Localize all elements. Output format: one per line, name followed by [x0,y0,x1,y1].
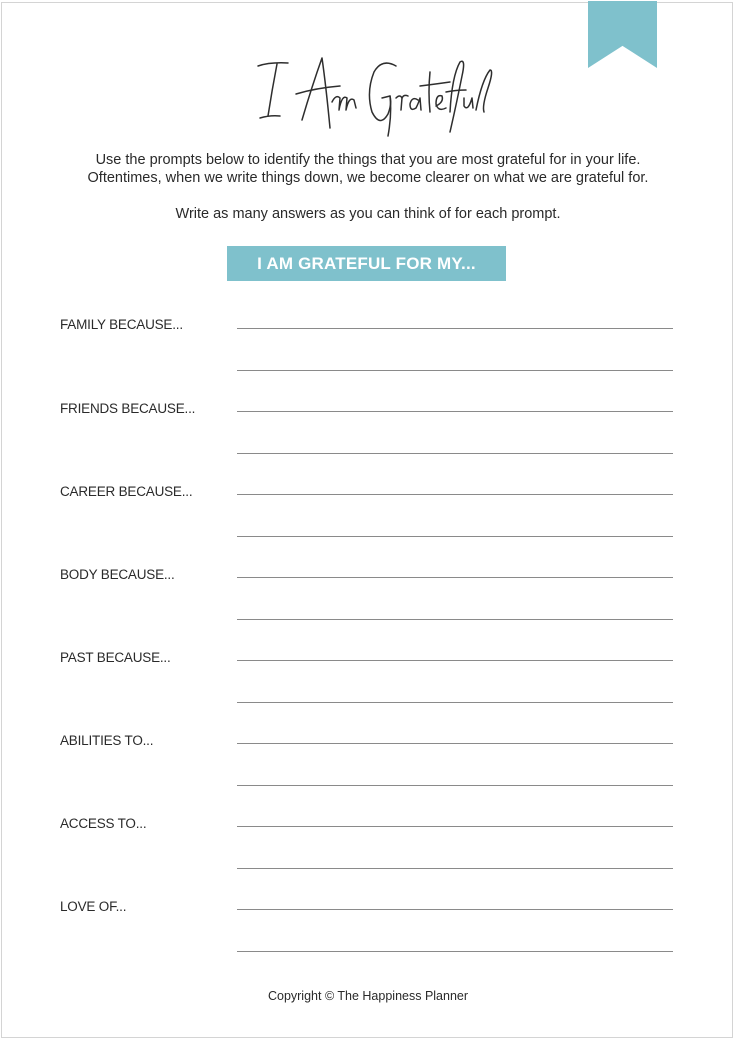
answer-line-past-2[interactable] [237,702,673,703]
copyright-footer: Copyright © The Happiness Planner [267,989,469,1003]
prompt-label-body: BODY BECAUSE... [60,567,175,582]
answer-line-friends-2[interactable] [237,453,673,454]
answer-line-past-1[interactable] [237,660,673,661]
answer-line-family-1[interactable] [237,328,673,329]
prompt-label-career: CAREER BECAUSE... [60,484,193,499]
prompt-label-abilities: ABILITIES TO... [60,733,154,748]
prompt-label-friends: FRIENDS BECAUSE... [60,401,196,416]
script-title-lettering [236,36,500,146]
prompt-label-access: ACCESS TO... [60,816,147,831]
answer-line-love-1[interactable] [237,909,673,910]
intro-line-1: Use the prompts below to identify the things that you are most grateful for in your life. [95,152,641,168]
page-title [236,36,500,146]
prompt-label-love: LOVE OF... [60,899,127,914]
answer-line-access-1[interactable] [237,826,673,827]
answer-line-career-1[interactable] [237,494,673,495]
answer-line-family-2[interactable] [237,370,673,371]
answer-line-access-2[interactable] [237,868,673,869]
answer-line-abilities-1[interactable] [237,743,673,744]
answer-line-love-2[interactable] [237,951,673,952]
section-banner: I AM GRATEFUL FOR MY... [227,246,506,281]
answer-line-friends-1[interactable] [237,411,673,412]
intro-line-2: Oftentimes, when we write things down, we become clearer on what we are grateful for. [87,170,649,186]
answer-line-body-2[interactable] [237,619,673,620]
prompt-label-past: PAST BECAUSE... [60,650,171,665]
intro-line-3: Write as many answers as you can think of for each prompt. [175,206,561,222]
answer-line-abilities-2[interactable] [237,785,673,786]
answer-line-career-2[interactable] [237,536,673,537]
prompt-label-family: FAMILY BECAUSE... [60,317,183,332]
answer-line-body-1[interactable] [237,577,673,578]
